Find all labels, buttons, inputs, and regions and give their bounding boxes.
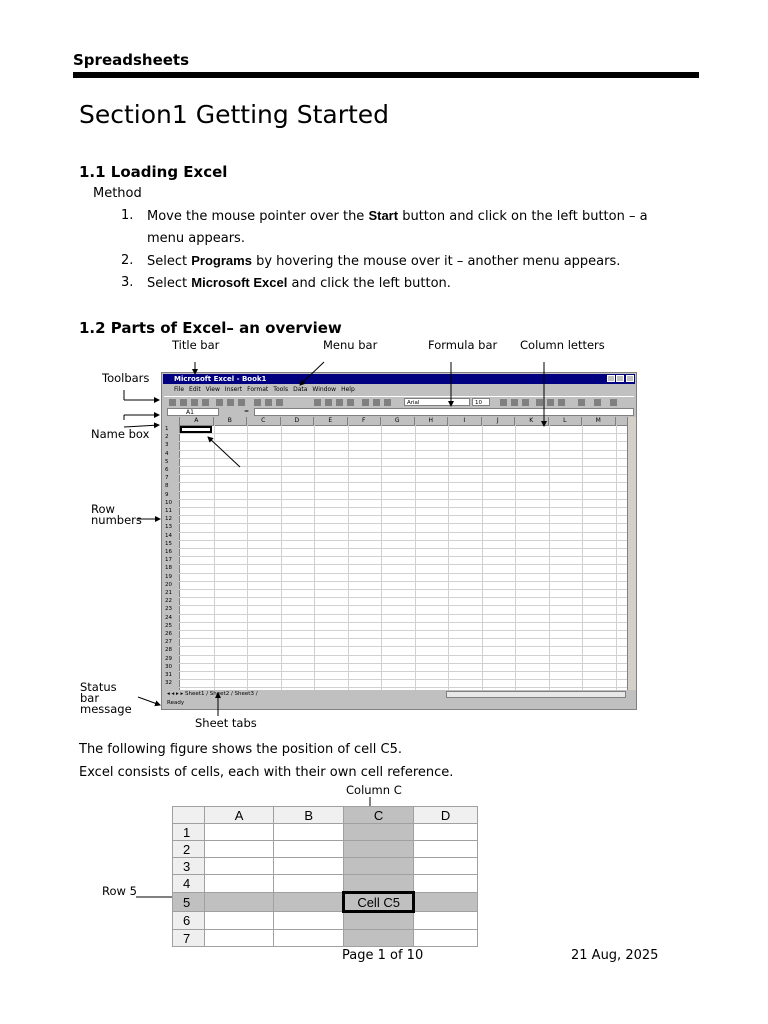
row-header[interactable]: 14 [165, 532, 172, 539]
label-formula-bar: Formula bar [428, 338, 498, 352]
column-header-k[interactable]: K [515, 417, 549, 425]
footer-date: 21 Aug, 2025 [571, 948, 659, 963]
header-title: Spreadsheets [73, 51, 190, 69]
column-header-f[interactable]: F [348, 417, 382, 425]
row-header[interactable]: 27 [165, 639, 172, 646]
grid-cell [274, 912, 344, 930]
row-header[interactable]: 24 [165, 614, 172, 621]
grid-cell [414, 875, 478, 893]
row-header[interactable]: 5 [165, 458, 169, 465]
row-header-4: 4 [173, 875, 205, 893]
menu-view[interactable]: View [205, 386, 220, 393]
grid-cell [344, 824, 414, 841]
label-column-c: Column C [346, 783, 402, 797]
label-toolbars: Toolbars [102, 371, 150, 385]
cell-grid [172, 806, 478, 947]
row-header[interactable]: 1 [165, 426, 169, 432]
grid-cell [414, 912, 478, 930]
column-header-d: D [414, 807, 478, 824]
row-header[interactable]: 13 [165, 524, 172, 531]
row-header[interactable]: 8 [165, 483, 169, 490]
label-title-bar: Title bar [172, 338, 220, 352]
method-label: Method [93, 186, 142, 201]
row-header[interactable]: 10 [165, 499, 172, 506]
grid-cell [344, 858, 414, 875]
column-header-l[interactable]: L [549, 417, 583, 425]
menu-data[interactable]: Data [293, 386, 308, 393]
row-header[interactable]: 3 [165, 442, 169, 449]
column-header-b: B [274, 807, 344, 824]
grid-cell [204, 893, 274, 912]
row-header[interactable]: 15 [165, 540, 172, 547]
cell-reference-figure [172, 806, 478, 946]
label-menu-bar: Menu bar [323, 338, 378, 352]
grid-cell [344, 875, 414, 893]
row-header[interactable]: 17 [165, 557, 172, 564]
row-header[interactable]: 22 [165, 598, 172, 605]
tab-nav-icons[interactable]: ◂ ◂ ▸ ▸ [167, 691, 186, 697]
grid-cell [414, 841, 478, 858]
grid-cell [204, 912, 274, 930]
page-number: Page 1 of 10 [342, 948, 424, 963]
row-header[interactable]: 30 [165, 663, 172, 670]
grid-cell [344, 841, 414, 858]
grid-cell [274, 841, 344, 858]
column-header-c[interactable]: C [247, 417, 281, 425]
label-sheet-tabs: Sheet tabs [195, 716, 257, 730]
step-number: 3. [121, 275, 134, 290]
column-header-a[interactable]: A [180, 417, 214, 425]
paragraph-c5: The following figure shows the position of cell C5. [79, 742, 402, 757]
grid-cell [204, 841, 274, 858]
label-status-bar: Status bar message [80, 680, 132, 716]
grid-cell [204, 824, 274, 841]
row-header[interactable]: 21 [165, 590, 172, 596]
column-header-d[interactable]: D [281, 417, 315, 425]
row-header-1: 1 [173, 824, 205, 841]
grid-cell [274, 893, 344, 912]
row-header[interactable]: 19 [165, 573, 172, 580]
cell-c5: Cell C5 [344, 893, 414, 912]
heading-parts-of-excel: 1.2 Parts of Excel– an overview [79, 319, 342, 337]
grid-cell [274, 858, 344, 875]
grid-cell [274, 824, 344, 841]
corner-cell [173, 807, 205, 824]
step-1: Move the mouse pointer over the Start button and click on the left button – a menu appears. [147, 208, 648, 246]
menu-edit[interactable]: Edit [189, 386, 201, 393]
row-header[interactable]: 23 [165, 606, 172, 613]
column-header-m[interactable]: M [582, 417, 616, 425]
grid-cell [344, 912, 414, 930]
step-number: 2. [121, 253, 134, 268]
row-header-5: 5 [173, 893, 205, 912]
row-header[interactable]: 32 [165, 680, 172, 687]
heading-loading-excel: 1.1 Loading Excel [79, 163, 228, 181]
row-header[interactable]: 16 [165, 549, 172, 555]
column-header-a: A [204, 807, 274, 824]
menu-help[interactable]: Help [341, 386, 355, 393]
step-3: Select Microsoft Excel and click the left button. [147, 275, 451, 291]
row-header-2: 2 [173, 841, 205, 858]
status-bar: Ready [164, 699, 636, 708]
menu-file[interactable]: File [174, 386, 185, 393]
column-header-j[interactable]: J [482, 417, 516, 425]
label-column-letters: Column letters [520, 338, 605, 352]
grid-cell [204, 858, 274, 875]
font-select[interactable]: Arial [404, 398, 470, 406]
column-header-b[interactable]: B [214, 417, 248, 425]
row-header[interactable]: 28 [165, 647, 172, 654]
row-header[interactable]: 2 [165, 434, 169, 441]
name-box[interactable]: A1 [167, 408, 219, 416]
column-header-i[interactable]: I [448, 417, 482, 425]
row-header-7: 7 [173, 930, 205, 947]
grid-cell [414, 858, 478, 875]
row-header[interactable]: 20 [165, 581, 172, 588]
grid-cell [414, 930, 478, 947]
sheet-tab-list[interactable]: Sheet1 / Sheet2 / Sheet3 / [185, 691, 258, 697]
row-header-6: 6 [173, 912, 205, 930]
row-header[interactable]: 12 [165, 516, 172, 523]
formula-equals: = [244, 408, 250, 415]
row-header[interactable]: 7 [165, 475, 169, 482]
grid-cell [204, 875, 274, 893]
column-header-c: C [344, 807, 414, 824]
grid-cell [204, 930, 274, 947]
row-header[interactable]: 4 [165, 450, 169, 457]
grid-cell [414, 893, 478, 912]
column-header-h[interactable]: H [415, 417, 449, 425]
grid-cell [274, 930, 344, 947]
section-title: Section1 Getting Started [79, 100, 390, 129]
paragraph-cells: Excel consists of cells, each with their own cell reference. [79, 765, 454, 780]
menu-tools[interactable]: Tools [273, 386, 289, 393]
row-header[interactable]: 9 [165, 491, 169, 498]
step-number: 1. [121, 208, 134, 223]
grid-cell [344, 930, 414, 947]
row-header[interactable]: 11 [165, 508, 172, 514]
label-row-numbers: Row numbers [91, 502, 142, 527]
menu-format[interactable]: Format [247, 386, 269, 393]
grid-cell [274, 875, 344, 893]
row-header-3: 3 [173, 858, 205, 875]
step-2: Select Programs by hovering the mouse over it – another menu appears. [147, 253, 621, 269]
column-header-g[interactable]: G [381, 417, 415, 425]
row-header[interactable]: 18 [165, 565, 172, 572]
excel-title: Microsoft Excel - Book1 [174, 375, 267, 383]
row-header[interactable]: 25 [165, 622, 172, 629]
row-header[interactable]: 31 [165, 672, 172, 678]
row-header[interactable]: 6 [165, 467, 169, 473]
column-header-e[interactable]: E [314, 417, 348, 425]
grid-cell [414, 824, 478, 841]
menu-insert[interactable]: Insert [224, 386, 243, 393]
menu-window[interactable]: Window [312, 386, 337, 393]
row-header[interactable]: 29 [165, 655, 172, 662]
row-header[interactable]: 26 [165, 631, 172, 637]
label-name-box: Name box [91, 427, 150, 441]
font-size-select[interactable]: 10 [472, 398, 490, 406]
label-row-5: Row 5 [102, 884, 137, 898]
